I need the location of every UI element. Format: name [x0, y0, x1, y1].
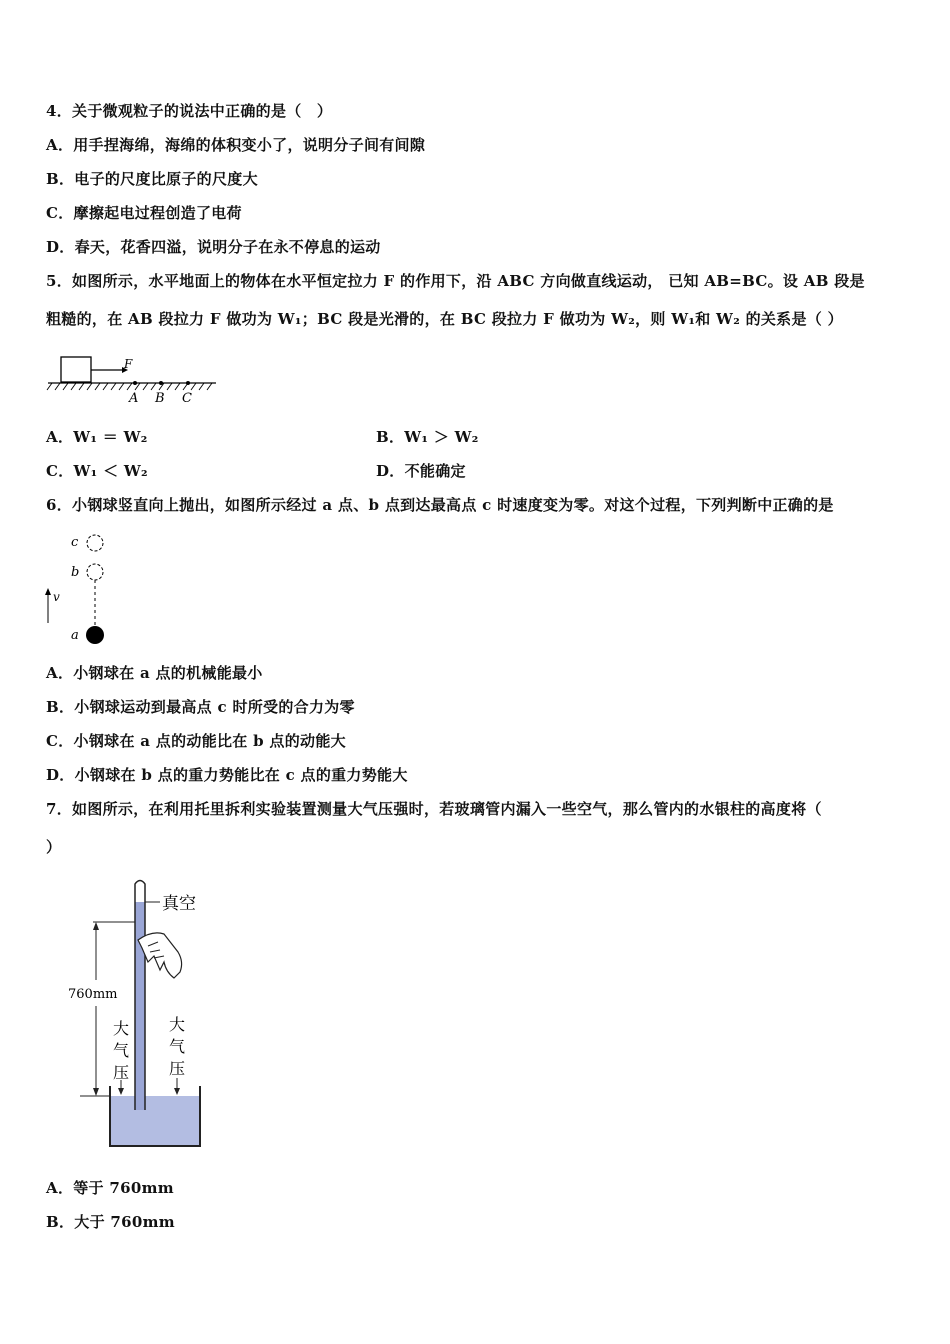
q4-option-d: D．春天，花香四溢，说明分子在永不停息的运动 [46, 238, 381, 256]
label-v: v [53, 590, 60, 604]
dimension-arrow-top [93, 922, 99, 930]
point-b-dot [159, 381, 163, 385]
q5-option-a: A．W₁ ＝ W₂ [46, 428, 148, 446]
pressure-left-char2: 气 [113, 1041, 130, 1060]
point-b-label: B [155, 391, 165, 406]
pressure-left-char1: 大 [113, 1019, 130, 1038]
pressure-left-char3: 压 [113, 1063, 130, 1082]
q5-stem-line2: 粗糙的，在 AB 段拉力 F 做功为 W₁；BC 段是光滑的，在 BC 段拉力 F 做功为 W₂，则 W₁和 W₂ 的关系是（ ） [46, 310, 843, 328]
basin-liquid [110, 1096, 200, 1146]
q7-stem-line2: ） [46, 838, 62, 856]
ball-at-a [86, 626, 104, 644]
q4-option-b: B．电子的尺度比原子的尺度大 [46, 170, 258, 188]
block [61, 357, 91, 382]
q5-option-b: B．W₁ ＞ W₂ [376, 428, 479, 446]
q4-stem: 4．关于微观粒子的说法中正确的是（ ） [46, 102, 333, 120]
force-label: F [124, 357, 133, 371]
point-a-label: A [129, 391, 139, 406]
q6-stem: 6．小钢球竖直向上抛出，如图所示经过 a 点、b 点到达最高点 c 时速度变为零。对这个过程，下列判断中正确的是 [46, 496, 834, 514]
ball-at-c [87, 535, 103, 551]
point-c-dot [186, 381, 190, 385]
dimension-arrow-bottom [93, 1088, 99, 1096]
q5-figure [44, 352, 224, 408]
pressure-right-char3: 压 [169, 1059, 186, 1078]
q5-stem-line1: 5．如图所示，水平地面上的物体在水平恒定拉力 F 的作用下，沿 ABC 方向做直线运动， 已知 AB=BC。设 AB 段是 [46, 272, 865, 290]
q6-figure [40, 530, 120, 648]
q7-stem-line1: 7．如图所示，在利用托里拆利实验装置测量大气压强时，若玻璃管内漏入一些空气，那么管内的水银柱的高度将（ [46, 800, 822, 818]
point-a-dot [133, 381, 137, 385]
ball-at-b [87, 564, 103, 580]
pressure-right-arrow-head [174, 1088, 180, 1095]
mercury-column [135, 902, 145, 1110]
q7-option-b: B．大于 760mm [46, 1213, 175, 1231]
q7-figure [60, 872, 230, 1154]
height-label: 760mm [68, 987, 118, 1002]
q6-option-a: A．小钢球在 a 点的机械能最小 [46, 664, 263, 682]
velocity-arrow-head [45, 588, 51, 595]
pressure-left-arrow-head [118, 1088, 124, 1095]
label-b: b [71, 565, 80, 580]
q6-option-c: C．小钢球在 a 点的动能比在 b 点的动能大 [46, 732, 346, 750]
q7-option-a: A．等于 760mm [46, 1179, 174, 1197]
q5-option-d: D．不能确定 [376, 462, 466, 480]
point-c-label: C [182, 391, 192, 406]
q4-option-c: C．摩擦起电过程创造了电荷 [46, 204, 242, 222]
q6-option-b: B．小钢球运动到最高点 c 时所受的合力为零 [46, 698, 355, 716]
pressure-right-char2: 气 [169, 1037, 186, 1056]
q6-option-d: D．小钢球在 b 点的重力势能比在 c 点的重力势能大 [46, 766, 408, 784]
pressure-right-char1: 大 [169, 1015, 186, 1034]
label-a: a [71, 628, 79, 643]
label-c: c [71, 535, 79, 550]
vacuum-label: 真空 [162, 894, 196, 914]
q4-option-a: A．用手捏海绵，海绵的体积变小了，说明分子间有间隙 [46, 136, 426, 154]
q5-option-c: C．W₁ ＜ W₂ [46, 462, 148, 480]
